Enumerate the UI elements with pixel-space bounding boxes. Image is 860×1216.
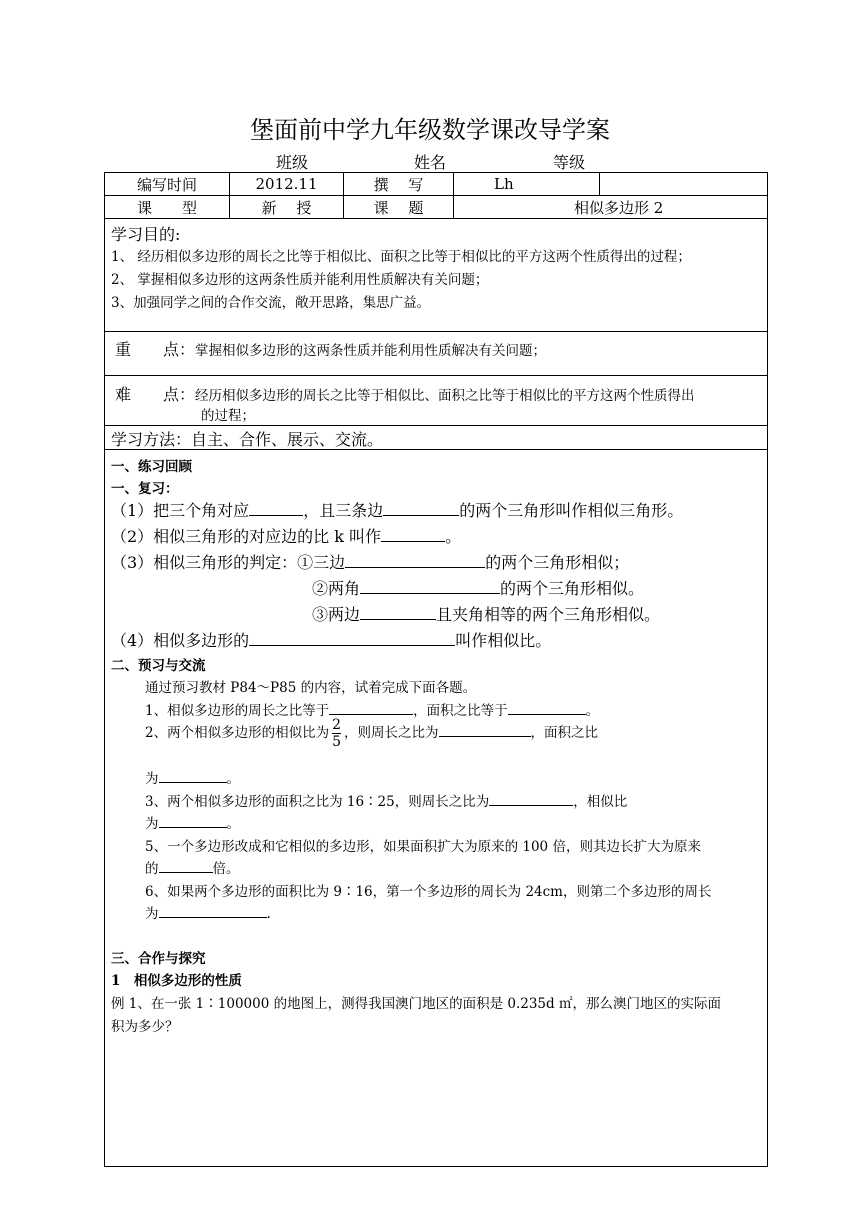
example1: 例 1、在一张 1∶100000 的地图上，测得我国澳门地区的面积是 0.235d ㎡，那么澳门地区的实际面 — [111, 996, 721, 1012]
difficulty-text: 经历相似多边形的周长之比等于相似比、面积之比等于相似比的平方这两个性质得出 — [195, 388, 695, 404]
section3-sub: 1 相似多边形的性质 — [111, 973, 242, 989]
page-title: 堡面前中学九年级数学课改导学案 — [250, 116, 610, 144]
cell-topic-value: 相似多边形 2 — [454, 196, 768, 219]
section2-intro: 通过预习教材 P84～P85 的内容，试着完成下面各题。 — [145, 680, 477, 696]
preview-q6-cont: 为 . — [145, 902, 271, 922]
method-box — [104, 425, 768, 450]
class-label: 班级 — [276, 153, 309, 172]
preview-q3-cont: 为 。 — [145, 812, 240, 832]
preview-q5-cont: 的 倍。 — [145, 857, 240, 877]
cell-empty — [600, 173, 768, 196]
review-q2: （2）相似三角形的对应边的比 k 叫作 。 — [111, 527, 462, 546]
cell-author-value: Lh — [454, 173, 600, 196]
objectives-heading: 学习目的: — [111, 225, 181, 244]
preview-q1: 1、相似多边形的周长之比等于 ，面积之比等于 。 — [145, 699, 599, 719]
grade-label: 等级 — [553, 153, 586, 172]
key-point-box — [104, 331, 768, 376]
preview-q2: 2、两个相似多边形的相似比为 $\frac{2}{5}$ ，则周长之比为 ，面积之比 — [145, 717, 599, 750]
objective-1: 1、 经历相似多边形的周长之比等于相似比、面积之比等于相似比的平方这两个性质得出的过程； — [111, 249, 691, 265]
ratio-fraction: $\frac{2}{5}$ — [332, 717, 342, 750]
cell-compile-time-value: 2012.11 — [230, 173, 344, 196]
cell-type-value: 新 授 — [230, 196, 344, 219]
difficulty-box — [104, 375, 768, 426]
preview-q5: 5、一个多边形改成和它相似的多边形，如果面积扩大为原来的 100 倍，则其边长扩大为原来 — [145, 839, 701, 855]
objectives-box — [104, 219, 768, 332]
section2-heading: 二、预习与交流 — [111, 658, 206, 674]
cell-topic-label: 课 题 — [344, 196, 454, 219]
review-q4: （4）相似多边形的 叫作相似比。 — [111, 631, 552, 650]
header-table — [104, 172, 768, 219]
review-q3: （3）相似三角形的判定：①三边 的两个三角形相似； — [111, 553, 630, 572]
objective-3: 3、加强同学之间的合作交流，敞开思路，集思广益。 — [111, 295, 431, 311]
example1-cont: 积为多少？ — [111, 1019, 179, 1035]
preview-q6: 6、如果两个多边形的面积比为 9∶16，第一个多边形的周长为 24cm，则第二个多边形的周长 — [145, 884, 712, 900]
main-content-box — [104, 449, 768, 1167]
name-label: 姓名 — [414, 153, 447, 172]
section1-sub: 一、复习： — [111, 481, 179, 497]
key-point-label: 重 点： — [115, 340, 196, 359]
cell-type-label: 课 型 — [105, 196, 230, 219]
review-q1: （1）把三个角对应 ，且三条边 的两个三角形叫作相似三角形。 — [111, 501, 684, 520]
cell-author-label: 撰 写 — [344, 173, 454, 196]
preview-q2-cont: 为 。 — [145, 767, 240, 787]
difficulty-text-cont: 的过程； — [201, 408, 255, 424]
review-q3-2: ②两角 的两个三角形相似。 — [312, 579, 645, 598]
cell-compile-time-label: 编写时间 — [105, 173, 230, 196]
method-text: 学习方法：自主、合作、展示、交流。 — [111, 430, 384, 449]
difficulty-label: 难 点： — [115, 385, 196, 404]
section1-heading: 一、练习回顾 — [111, 459, 192, 475]
review-q3-3: ③两边 且夹角相等的两个三角形相似。 — [312, 605, 661, 624]
key-point-text: 掌握相似多边形的这两条性质并能利用性质解决有关问题； — [195, 343, 547, 359]
objective-2: 2、 掌握相似多边形的这两条性质并能利用性质解决有关问题； — [111, 272, 489, 288]
section3-heading: 三、合作与探究 — [111, 951, 206, 967]
preview-q3: 3、两个相似多边形的面积之比为 16∶25，则周长之比为 ，相似比 — [145, 790, 627, 810]
